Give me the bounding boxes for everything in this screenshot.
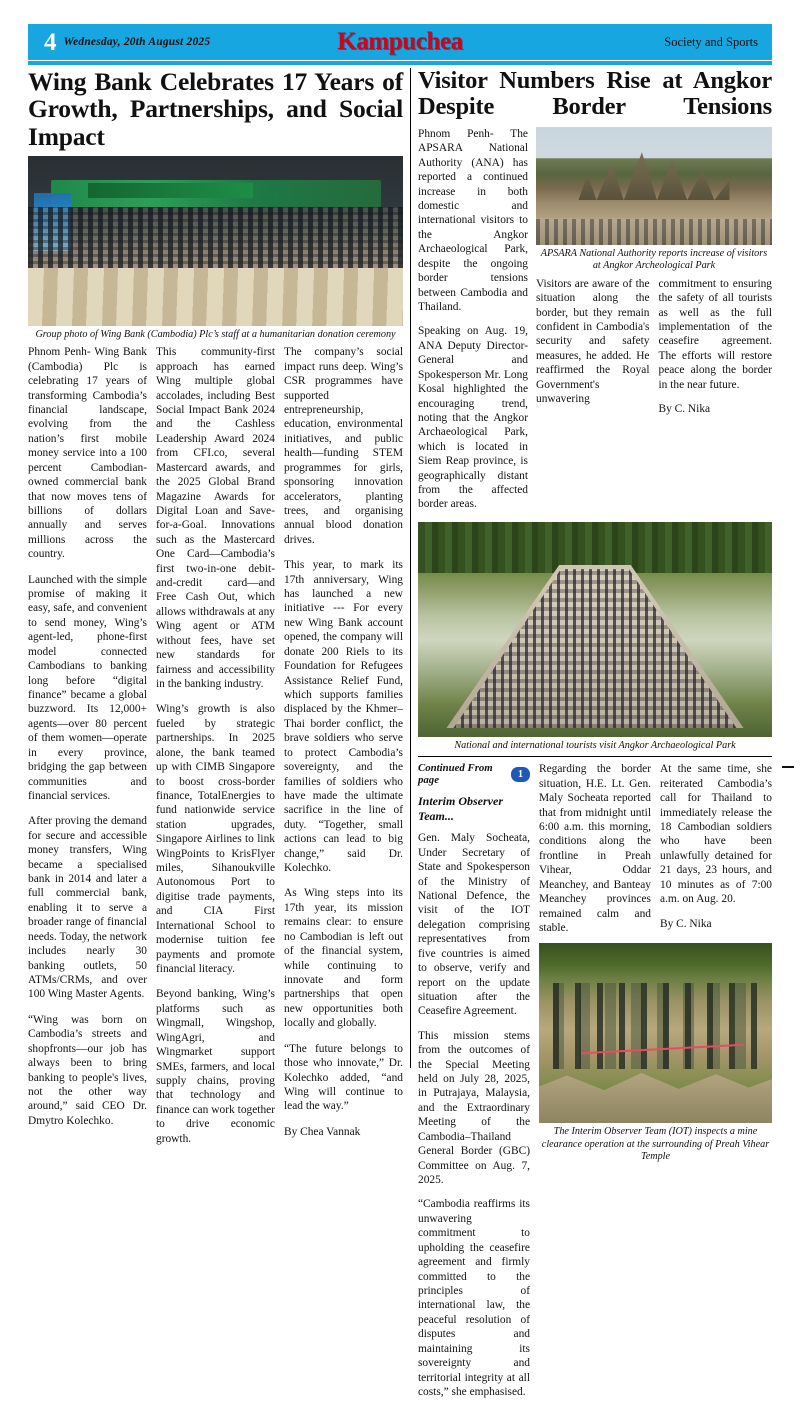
right-top-block <box>418 127 772 522</box>
paragraph: “The future belongs to those who innovate,” Dr. Kolechko added, “and Wing will continue to lead the way.” <box>284 1042 403 1113</box>
left-photo-block <box>28 156 403 341</box>
right-top-photo-caption: APSARA National Authority reports increase of visitors at Angkor Archeological Park <box>540 247 768 272</box>
continued-kicker: Interim Observer Team... <box>418 794 503 824</box>
paragraph: This mission stems from the outcomes of the Special Meeting held on July 28, 2025, in Putrajaya, Malaysia, and the Extraordinary Meeting of the Cambodia–Thailand General Border (GBC) Committee on Aug. 7, 2025. <box>418 1029 530 1187</box>
paragraph: “Wing was born on Cambodia’s streets and shopfronts—our job has always been to bring banking to people's lives, not the other way around,” said CEO Dr. Dmytro Kolechko. <box>28 1013 147 1127</box>
right-after-photo-body <box>536 277 772 417</box>
continued-body-1 <box>418 831 530 1399</box>
article-angkor-visitors <box>418 68 772 1409</box>
paragraph: At the same time, she reiterated Cambodia’s call for Thailand to immediately release the 18 Cambodian soldiers who have been unlawfully detained for 21 days, 23 hours, and 10 minutes as of 7:00 a.m. on Aug. 20. <box>660 763 772 906</box>
angkor-temple-photo <box>536 127 772 245</box>
left-headline: Wing Bank Celebrates 17 Years of Growth, Partnerships, and Social Impact <box>28 67 403 151</box>
photo-inspectors <box>553 983 758 1069</box>
left-byline: By Chea Vannak <box>284 1125 361 1138</box>
registration-mark <box>782 766 794 768</box>
column-divider <box>410 68 411 1068</box>
right-mid-photo-block <box>418 522 772 752</box>
right-top-byline: By C. Nika <box>658 403 711 416</box>
paragraph: The company’s social impact runs deep. Wing’s CSR programmes have supported entrepreneurship, education, environmental initiatives, and public health—funding STEM programmes for girls, sponsoring innovation accelerators, planting trees, and organising annual blood donation drives. <box>284 346 403 546</box>
paragraph: Phnom Penh- Wing Bank (Cambodia) Plc is celebrating 17 years of transforming Cambodia’s financial landscape, evolving from the nation’s first mobile money service into a 100 percent Cambodian-owned commercial bank that now moves tens of billions of dollars annually and serves millions across the country. <box>28 346 147 561</box>
continued-from-label: Continued From page <box>418 762 493 787</box>
continued-from-line <box>418 762 530 786</box>
continued-page-badge[interactable]: 1 <box>511 767 530 782</box>
right-mid-photo-caption: National and international tourists visit Angkor Archaeological Park <box>454 739 736 751</box>
paragraph: Beyond banking, Wing’s platforms such as Wingmall, Wingshop, WingAgri, and Wingmarket support SMEs, farmers, and local supply chains, proving that technology and finance can work together to drive economic growth. <box>156 988 275 1145</box>
page-number: 4 <box>44 28 57 56</box>
paragraph: Visitors are aware of the situation along the border, but they remain confident in Cambodia's security and safety measures, he added. He reaffirmed the Royal Government's unwavering commitment to ensuring the safety of all tourists as well as the full implementation of the ceasefire agreement. The efforts will restore peace along the border in the near future. <box>536 277 772 406</box>
section-label: Society and Sports <box>664 34 758 49</box>
paragraph: Gen. Maly Socheata, Under Secretary of State and Spokesperson of the Ministry of National Defence, the visit of the IOT delegation comprising representatives from five countries is aimed to observe, verify and report on the update situation after the Ceasefire Agreement. <box>418 832 530 1018</box>
newspaper-title: Kampuchea <box>337 28 463 55</box>
paragraph: Wing’s growth is also fueled by strategic partnerships. In 2025 alone, the bank teamed up with CIMB Singapore to boost cross-border finance, TotalEnergies to fund nationwide service station upgrades, Singapore Airlines to link WingPoints to KrisFlyer miles, Sihanoukville Autonomous Port to digitise trade payments, and CIA First International School to modernise tuition fee payments and promote financial literacy. <box>156 703 275 975</box>
paragraph: As Wing steps into its 17th year, its mission remains clear: to ensure no Cambodian is left out of the financial system, while continuing to innovate and form partnerships that open new opportunities both locally and globally. <box>284 887 403 1030</box>
page-content <box>28 67 772 1398</box>
paragraph: Speaking on Aug. 19, ANA Deputy Director-General and Spokesperson Mr. Long Kosal highlighted the encouraging trend, noting that the Angkor Archaeological Park, which is located in Siem Reap province, is geographically distant from the affected border areas. <box>418 325 528 511</box>
photo-stage-banner <box>88 183 253 198</box>
article-wing-bank <box>28 68 403 1149</box>
issue-date: Wednesday, 20th August 2025 <box>63 36 211 48</box>
section-rule <box>418 756 772 757</box>
continued-column-2 <box>539 762 772 1409</box>
right-top-photo-block <box>536 127 772 522</box>
left-photo-caption: Group photo of Wing Bank (Cambodia) Plc’s staff at a humanitarian donation ceremony <box>35 328 396 340</box>
right-headline: Visitor Numbers Rise at Angkor Despite Border Tensions <box>418 67 772 121</box>
paragraph: After proving the demand for secure and accessible money transfers, Wing became a specialised bank in 2014 and later a full commercial bank, enabling it to serve a broader range of financial needs. Today, the network includes nearly 30 banking outlets, 50 ATMs/CRMs, and over 100 Wing Master Agents. <box>28 815 147 1001</box>
wing-bank-group-photo <box>28 156 403 326</box>
photo-crowd <box>28 207 403 278</box>
mine-clearance-photo <box>539 943 772 1123</box>
tourists-causeway-photo <box>418 522 772 737</box>
photo-tourist-crowd <box>453 569 736 728</box>
photo-rock-ground <box>539 1062 772 1123</box>
paragraph: Regarding the border situation, H.E. Lt. Gen. Maly Socheata reported that from midnight until 6:00 a.m. this morning, conditions along the frontline in Preah Vihear, Oddar Meanchey, and Banteay Meanchey provinces remained calm and stable. <box>539 763 651 934</box>
paragraph: Launched with the simple promise of making it easy, safe, and convenient to send money, Wing’s agent-led, phone-first model connected Cambodians to banking long before “digital finance” became a global buzzword. Its 12,000+ agents—over 80 percent of them women—operate in every province, bridging the gap between communities and financial services. <box>28 573 147 802</box>
masthead-bar <box>28 24 772 60</box>
paragraph: Phnom Penh- The APSARA National Authority (ANA) has reported a continued increase in both domestic and international visitors to the Angkor Archaeological Park, despite the ongoing border tensions between Cambodia and Thailand. <box>418 127 528 313</box>
continued-byline: By C. Nika <box>660 917 712 930</box>
bottom-photo-block <box>539 943 772 1163</box>
continued-column-1 <box>418 762 530 1409</box>
right-lead-column <box>418 127 528 522</box>
bottom-photo-caption: The Interim Observer Team (IOT) inspects a mine clearance operation at the surrounding of Preah Vihear Temple <box>541 1126 770 1163</box>
paragraph: “Cambodia reaffirms its unwavering commitment to upholding the ceasefire agreement and firmly committed to the principles of international law, the peaceful resolution of disputes and maintaining its sovereignty and territorial integrity at all costs,” she emphasised. <box>418 1198 530 1398</box>
paragraph: This community-first approach has earned Wing multiple global accolades, including Best Social Impact Bank 2024 and the Cashless Leadership Award 2024 from CFI.co, several Mastercard awards, and the 2025 Global Brand Magazine Awards for Digital Loan and Save-for-a-Goal. Innovations such as the Mastercard One Card—Cambodia’s first two-in-one debit-and-credit card—and Free Cash Out, which allows withdrawals at any Wing agent or ATM without fees, have set new standards for fairness and accessibility in the banking industry. <box>156 346 275 690</box>
continued-body-2 <box>539 762 772 943</box>
left-article-body <box>28 345 403 1149</box>
paragraph: This year, to mark its 17th anniversary, Wing has launched a new initiative --- For every new Wing Bank account opened, the company will donate 200 Riels to its Foundation for Refugees Assistance Relief Fund, which supports families displaced by the Khmer–Thai border conflict, the brave soldiers who serve to protect Cambodia’s sovereignty, and the families of soldiers who have made the ultimate sacrifice in the line of duty. “Together, small actions can lead to big change,” said Dr. Kolechko. <box>284 559 403 875</box>
continued-section <box>418 762 772 1409</box>
